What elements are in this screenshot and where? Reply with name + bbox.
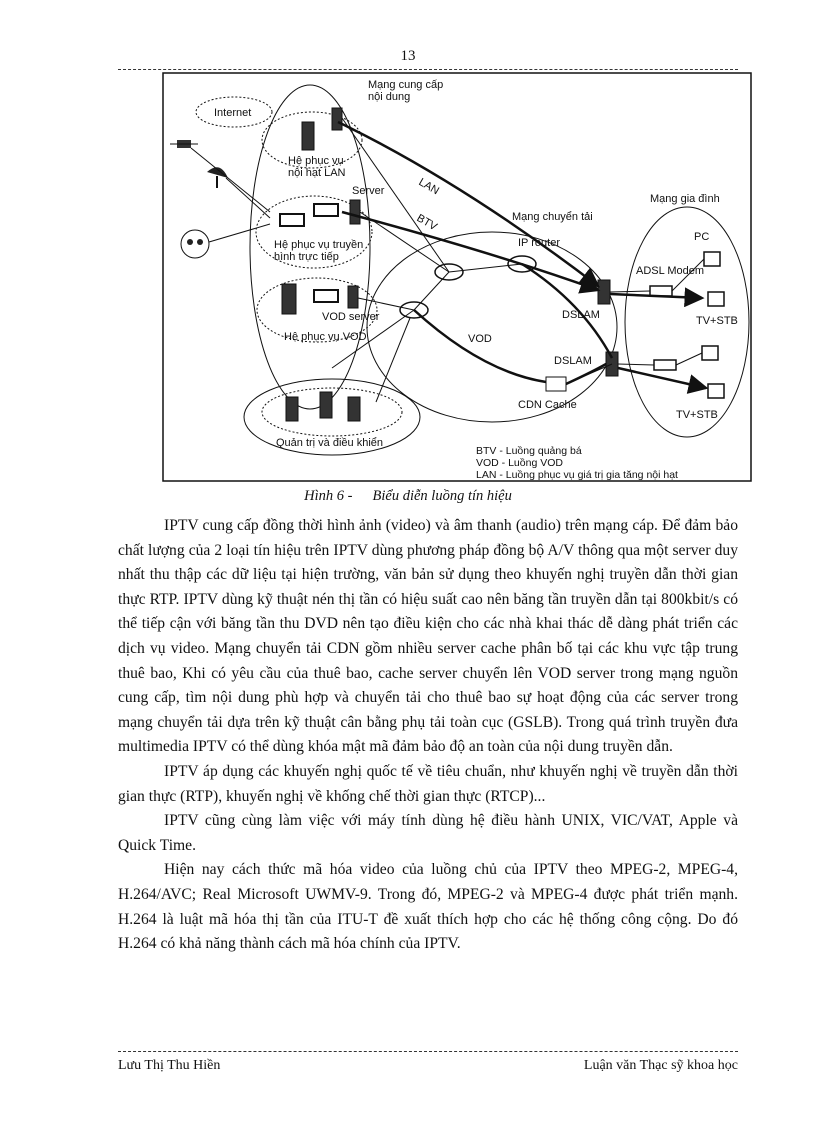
footer-thesis: Luận văn Thạc sỹ khoa học xyxy=(583,1058,738,1073)
figure-caption xyxy=(0,488,816,505)
footer-divider xyxy=(118,1051,738,1052)
vod-flow-label: VOD xyxy=(468,333,492,345)
tv-stb-label: TV+STB xyxy=(676,409,718,421)
server-icon xyxy=(282,284,296,314)
server-icon xyxy=(286,397,298,421)
legend-item: LAN - Luồng phục vụ giá trị gia tăng nội hạt xyxy=(476,469,678,481)
lan-flow-label: LAN xyxy=(416,176,442,198)
legend-item: BTV - Luồng quảng bá xyxy=(476,445,582,457)
pc-label: PC xyxy=(694,231,710,243)
pc-monitor-icon xyxy=(704,252,720,266)
paragraph: Hiện nay cách thức mã hóa video của luồng chủ của IPTV theo MPEG-2, MPEG-4, H.264/AVC; Real Microsoft UWMV-9. Trong đó, MPEG-2 và MPEG-4 được phát triển mạnh. H.264 là luật mã hóa thị tần của ITU-T đề xuất thích hợp cho các hệ thống công cộng. Do đó H.264 có khả năng thành cách mã hóa chính của IPTV. xyxy=(118,861,738,953)
server-icon xyxy=(320,392,332,418)
server-label: Server xyxy=(352,185,385,197)
adsl-modem-icon xyxy=(654,360,676,370)
local-service-label: Hệ phục vụ xyxy=(288,155,344,167)
local-service-label-2: nội hạt LAN xyxy=(288,167,346,179)
cdn-cache-label: CDN Cache xyxy=(518,399,577,411)
tv-icon xyxy=(708,292,724,306)
paragraph: IPTV cũng cùng làm việc với máy tính dùng hệ điều hành UNIX, VIC/VAT, Apple và Quick Time. xyxy=(118,812,738,854)
encoder-icon xyxy=(314,290,338,302)
server-icon xyxy=(598,280,610,304)
camera-icon xyxy=(181,230,209,258)
header-divider xyxy=(118,69,738,70)
page-number: 13 xyxy=(400,48,416,64)
body-text xyxy=(118,514,738,957)
legend-item: VOD - Luồng VOD xyxy=(476,457,563,469)
caption-number: Hình 6 - xyxy=(304,488,353,504)
server-icon xyxy=(332,108,342,130)
encoder-icon xyxy=(280,214,304,226)
server-icon xyxy=(302,122,314,150)
pc-monitor-icon xyxy=(702,346,718,360)
server-icon xyxy=(350,200,360,224)
paragraph: IPTV cung cấp đồng thời hình ảnh (video) và âm thanh (audio) trên mạng cáp. Để đảm bảo chất lượng của 2 loại tín hiệu trên IPTV dùng phương pháp đồng bộ A/V thông qua một server duy nhất thu thập các dữ liệu tại hiện trường, văn bản sử dụng theo khuyến nghị truyền dẫn thời gian thực RTP. IPTV dùng kỹ thuật nén thị tần có hiệu suất cao nên băng tần truyền dẫn tại 800kbit/s có thể tiếp cận với băng tần thu DVD nên tạo điều kiện cho các nhà khai thác dễ dàng phát triển các dịch vụ video. Mạng chuyển tải CDN gồm nhiều server cache phân bố tại các khu vực tập trung thuê bao, Khi có yêu cầu của thuê bao, cache server chuyển lên VOD server trong mạng nguồn cung cấp, tìm nội dung phù hợp và chuyển tải cho thuê bao sự hoạt động của các server trong mạng chuyển tải dựa trên kỹ thuật cân bằng phụ tải toàn cục (GSLB). Trong quá trình truyền đưa multimedia IPTV có thể dùng khóa mật mã đảm bảo độ an toàn của nội dung truyền dẫn. xyxy=(118,517,738,756)
content-network-label-2: nội dung xyxy=(368,91,411,103)
live-tv-label-2: hình trực tiếp xyxy=(274,251,339,263)
encoder-icon xyxy=(314,204,338,216)
dslam-label: DSLAM xyxy=(554,355,592,367)
adsl-modem-icon xyxy=(650,286,672,296)
dslam-label: DSLAM xyxy=(562,309,600,321)
footer-author: Lưu Thị Thu Hiền xyxy=(118,1058,221,1073)
satellite-icon xyxy=(170,140,198,148)
caption-title: Biểu diễn luồng tín hiệu xyxy=(372,488,512,504)
transport-network-region xyxy=(367,232,617,422)
home-network-label: Mạng gia đình xyxy=(650,193,720,205)
server-icon xyxy=(348,286,358,308)
dish-antenna-icon xyxy=(207,167,228,188)
vod-service-label: Hệ phục vụ VOD xyxy=(284,331,367,343)
network-diagram xyxy=(162,72,752,482)
content-network-label: Mạng cung cấp xyxy=(368,79,444,91)
btv-flow-label: BTV xyxy=(414,212,440,234)
paragraph: IPTV áp dụng các khuyến nghị quốc tế về tiêu chuẩn, như khuyến nghị về truyền dẫn thời gian thực (RTP), khuyến nghị về khống chế thời gian thực (RTCP)... xyxy=(118,762,738,805)
server-icon xyxy=(348,397,360,421)
cdn-cache-icon xyxy=(546,377,566,391)
transport-network-label: Mạng chuyển tải xyxy=(512,211,593,223)
tv-icon xyxy=(708,384,724,398)
live-tv-label: Hệ phục vụ truyền xyxy=(274,239,364,251)
mgmt-label: Quản trị và điều khiển xyxy=(276,437,384,449)
vod-server-label: VOD server xyxy=(322,311,380,323)
tv-stb-label: TV+STB xyxy=(696,315,738,327)
ip-router-label: IP router xyxy=(518,237,560,249)
internet-label: Internet xyxy=(214,107,252,119)
adsl-modem-label: ADSL Modem xyxy=(636,265,705,277)
